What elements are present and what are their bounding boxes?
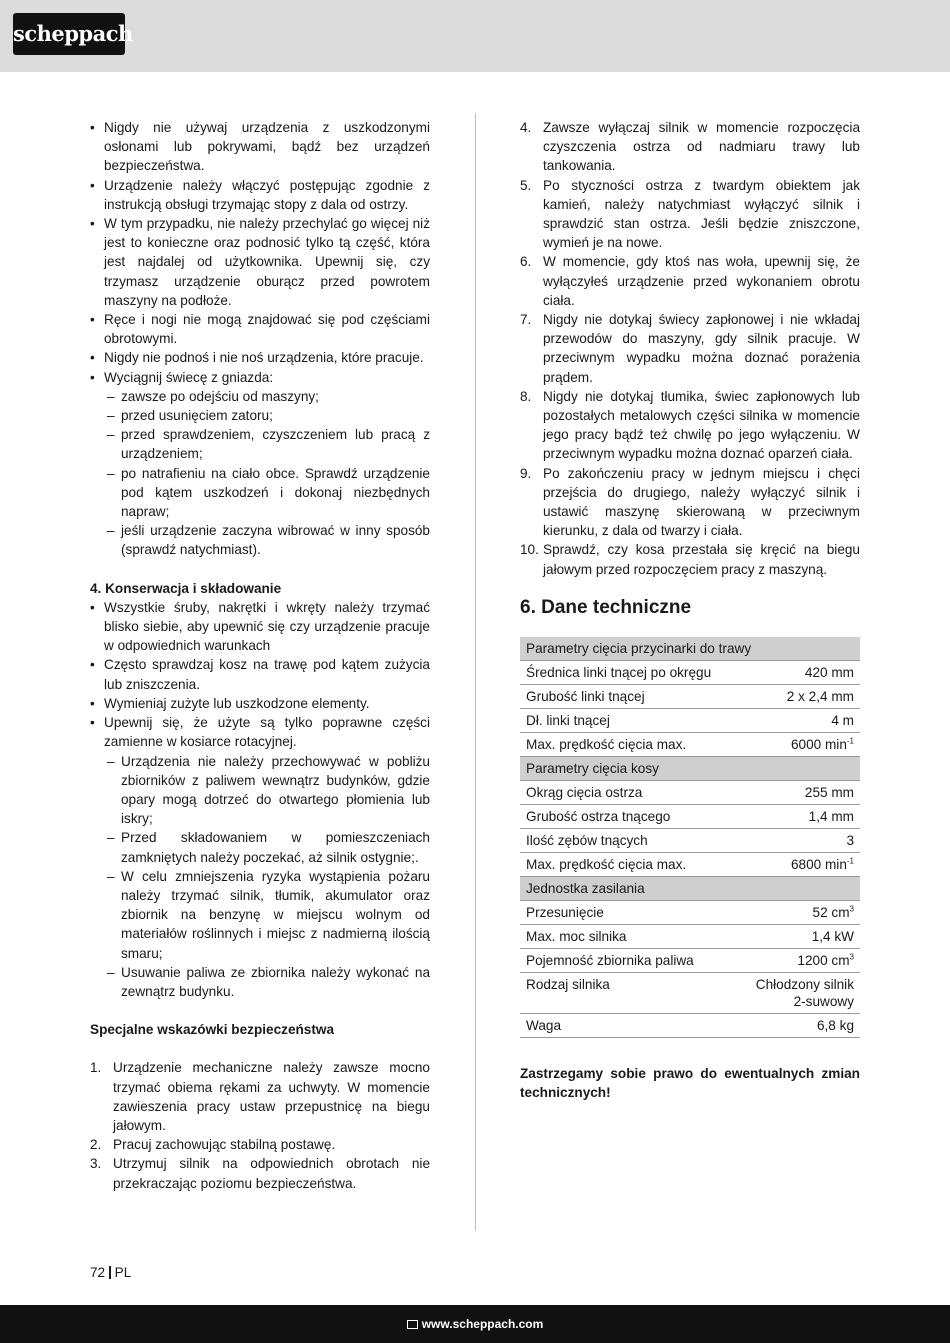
list-item: [520, 540, 860, 578]
list-item: [520, 464, 860, 541]
website-link[interactable]: www.scheppach.com: [421, 1317, 544, 1331]
item-text: Nigdy nie dotykaj tłumika, świec zapłonowych lub pozostałych metalowych części silnika w momencie jego pracy bądź też chwilę po jego wyłączeniu. W przeciwnym wypadku można doznać oparzeń ciała.: [543, 388, 860, 462]
table-label: Max. moc silnika: [520, 924, 738, 948]
list-item: • Wyciągnij świecę z gniazda:: [90, 368, 430, 387]
table-value: 255 mm: [738, 780, 860, 804]
list-item: – po natrafieniu na ciało obce. Sprawdź urządzenie pod kątem uszkodzeń i dokonaj niezbędnych napraw;: [90, 464, 430, 522]
item-text: Zawsze wyłączaj silnik w momencie rozpoczęcia czyszczenia ostrza od nadmiaru trawy lub tankowania.: [543, 120, 860, 174]
item-number: 4.: [520, 120, 532, 135]
item-number: 2.: [90, 1137, 102, 1153]
table-row: [520, 660, 860, 684]
table-label: Średnica linki tnącej po okręgu: [520, 660, 738, 684]
page-number-value: 72: [90, 1265, 106, 1280]
footer-bar: [0, 1305, 950, 1343]
left-column: [90, 118, 430, 1193]
technical-changes-note: Zastrzegamy sobie prawo do ewentualnych zmian technicznych!: [520, 1065, 860, 1101]
list-item: • Ręce i nogi nie mogą znajdować się pod częściami obrotowymi.: [90, 310, 430, 348]
table-label: Max. prędkość cięcia max.: [520, 732, 738, 756]
table-label: Okrąg cięcia ostrza: [520, 780, 738, 804]
table-row: [520, 708, 860, 732]
list-item: [90, 1154, 430, 1192]
language-code: PL: [114, 1265, 132, 1280]
table-row: [520, 900, 860, 924]
table-label: Pojemność zbiornika paliwa: [520, 948, 738, 972]
item-number: 8.: [520, 388, 532, 404]
table-value: 6800 $\min^{-1}$: [738, 852, 860, 876]
table-group-row: [520, 637, 860, 661]
table-label: Grubość linki tnącej: [520, 684, 738, 708]
list-item: • Upewnij się, że użyte są tylko poprawne części zamienne w kosiarce rotacyjnej.: [90, 713, 430, 751]
list-item: – W celu zmniejszenia ryzyka wystąpienia pożaru należy trzymać silnik, tłumik, akumulator oraz zbiornik na benzynę w miejscu wolnym od materiałów roślinnych i miejsc z nadmierną ilością smaru;: [90, 867, 430, 963]
list-item: – jeśli urządzenie zaczyna wibrować w inny sposób (sprawdź natychmiast).: [90, 521, 430, 559]
item-text: Urządzenie mechaniczne należy zawsze mocno trzymać obiema rękami za uchwyty. W momencie zawieszenia pracy ustaw przepustnicę na biegu jałowym.: [113, 1060, 430, 1133]
separator-bar: [109, 1266, 111, 1279]
table-value: 1200 $cm^3$: [738, 948, 860, 972]
item-number: 3.: [90, 1156, 102, 1172]
list-item: [90, 1135, 430, 1154]
list-item: [90, 1058, 430, 1135]
list-item: [520, 252, 860, 310]
column-divider: [475, 113, 476, 1231]
table-label: Max. prędkość cięcia max.: [520, 852, 738, 876]
table-value: 3: [738, 828, 860, 852]
table-row: [520, 780, 860, 804]
table-row: [520, 924, 860, 948]
list-item: • W tym przypadku, nie należy przechylać go więcej niż jest to konieczne oraz podnosić tylko tą część, która jest najdalej od użytkownika. Upewnij się, czy trzymasz urządzenie oburącz przed powrotem maszyny na podłoże.: [90, 214, 430, 310]
table-value: 6,8 kg: [738, 1013, 860, 1037]
list-item: – przed sprawdzeniem, czyszczeniem lub pracą z urządzeniem;: [90, 425, 430, 463]
table-row: [520, 948, 860, 972]
list-item: – Usuwanie paliwa ze zbiornika należy wykonać na zewnątrz budynku.: [90, 963, 430, 1001]
item-number: 6.: [520, 254, 532, 270]
maintenance-bullet-list: [90, 598, 430, 752]
table-row: [520, 828, 860, 852]
table-label: Ilość zębów tnących: [520, 828, 738, 852]
page-number: [90, 1265, 131, 1280]
safety-bullet-list: [90, 118, 430, 387]
special-safety-list-continued: [520, 118, 860, 579]
special-safety-heading: Specjalne wskazówki bezpieczeństwa: [90, 1022, 335, 1038]
table-value: 6000 $\min^{-1}$: [738, 732, 860, 756]
item-number: 5.: [520, 177, 532, 193]
special-safety-list: [90, 1058, 430, 1192]
scheppach-logo: scheppach: [13, 13, 125, 55]
table-label: Rodzaj silnika: [520, 972, 738, 1013]
table-label: Grubość ostrza tnącego: [520, 804, 738, 828]
list-item: – przed usunięciem zatoru;: [90, 406, 430, 425]
section-4-heading: 4. Konserwacja i składowanie: [90, 580, 282, 596]
monitor-icon: [407, 1320, 418, 1329]
technical-data-table: [520, 637, 860, 1038]
table-row: [520, 852, 860, 876]
table-value: 52 $cm^3$: [738, 900, 860, 924]
table-value: 1,4 mm: [738, 804, 860, 828]
table-group-label: Jednostka zasilania: [520, 876, 860, 900]
list-item: • Wymieniaj zużyte lub uszkodzone elementy.: [90, 694, 430, 713]
header-bar: [0, 0, 950, 72]
list-item: – zawsze po odejściu od maszyny;: [90, 387, 430, 406]
list-item: [520, 387, 860, 464]
list-item: • Często sprawdzaj kosz na trawę pod kątem zużycia lub zniszczenia.: [90, 655, 430, 693]
table-value: 4 m: [738, 708, 860, 732]
list-item: • Nigdy nie podnoś i nie noś urządzenia, które pracuje.: [90, 348, 430, 367]
list-item: • Urządzenie należy włączyć postępując zgodnie z instrukcją obsługi trzymając stopy z dala od ostrzy.: [90, 176, 430, 214]
footer-content: [0, 1305, 950, 1343]
item-text: W momencie, gdy ktoś nas woła, upewnij się, że wyłączyłeś urządzenie przed wykonaniem obrotu ciała.: [543, 254, 860, 308]
table-group-row: [520, 876, 860, 900]
list-item: [520, 118, 860, 176]
list-item: [520, 310, 860, 387]
table-value: 1,4 kW: [738, 924, 860, 948]
table-label: Dł. linki tnącej: [520, 708, 738, 732]
table-group-label: Parametry cięcia przycinarki do trawy: [520, 637, 860, 661]
table-group-row: [520, 756, 860, 780]
list-item: – Przed składowaniem w pomieszczeniach zamkniętych należy poczekać, aż silnik ostygnie;.: [90, 828, 430, 866]
table-value: Chłodzony silnik 2-suwowy: [738, 972, 860, 1013]
table-row: [520, 1013, 860, 1037]
item-text: Sprawdź, czy kosa przestała się kręcić na biegu jałowym przed rozpoczęciem pracy z maszyną.: [543, 542, 860, 577]
item-text: Nigdy nie dotykaj świecy zapłonowej i nie wkładaj przewodów do maszyny, gdy silnik pracuje. W przeciwnym wypadku można doznać porażenia prądem.: [543, 312, 860, 385]
item-number: 10.: [520, 542, 539, 558]
list-item: [520, 176, 860, 253]
list-item: • Wszystkie śruby, nakrętki i wkręty należy trzymać blisko siebie, aby upewnić się czy urządzenie pracuje w odpowiednich warunkach: [90, 598, 430, 656]
table-row: [520, 804, 860, 828]
item-number: 9.: [520, 465, 532, 481]
table-row: [520, 732, 860, 756]
item-number: 7.: [520, 312, 532, 328]
right-column: [520, 118, 860, 1102]
item-text: Utrzymuj silnik na odpowiednich obrotach nie przekraczając poziomu bezpieczeństwa.: [113, 1156, 430, 1191]
item-text: Po styczności ostrza z twardym obiektem jak kamień, należy natychmiast wyłączyć silnik i sprawdzić stan ostrza. Jeśli będzie zniszczone, wymień je na nowe.: [543, 177, 860, 251]
item-text: Po zakończeniu pracy w jednym miejscu i chęci przejścia do drugiego, należy wyłączyć silnik i ustawić maszynę skierowaną w przeciwnym kierunku, z dala od twarzy i ciała.: [543, 465, 860, 539]
table-label: Przesunięcie: [520, 900, 738, 924]
spark-plug-dash-list: [90, 387, 430, 560]
section-6-heading: 6. Dane techniczne: [520, 596, 692, 618]
storage-dash-list: [90, 752, 430, 1002]
list-item: – Urządzenia nie należy przechowywać w pobliżu zbiorników z paliwem wewnątrz budynków, gdzie opary mogą dotrzeć do otwartego płomienia lub iskry;: [90, 752, 430, 829]
list-item: • Nigdy nie używaj urządzenia z uszkodzonymi osłonami lub pokrywami, bądź bez urządzeń bezpieczeństwa.: [90, 118, 430, 176]
table-row: [520, 972, 860, 1013]
table-row: [520, 684, 860, 708]
table-value: 2 x 2,4 mm: [738, 684, 860, 708]
table-label: Waga: [520, 1013, 738, 1037]
item-text: Pracuj zachowując stabilną postawę.: [113, 1137, 336, 1153]
item-number: 1.: [90, 1060, 102, 1076]
table-group-label: Parametry cięcia kosy: [520, 756, 860, 780]
table-value: 420 mm: [738, 660, 860, 684]
